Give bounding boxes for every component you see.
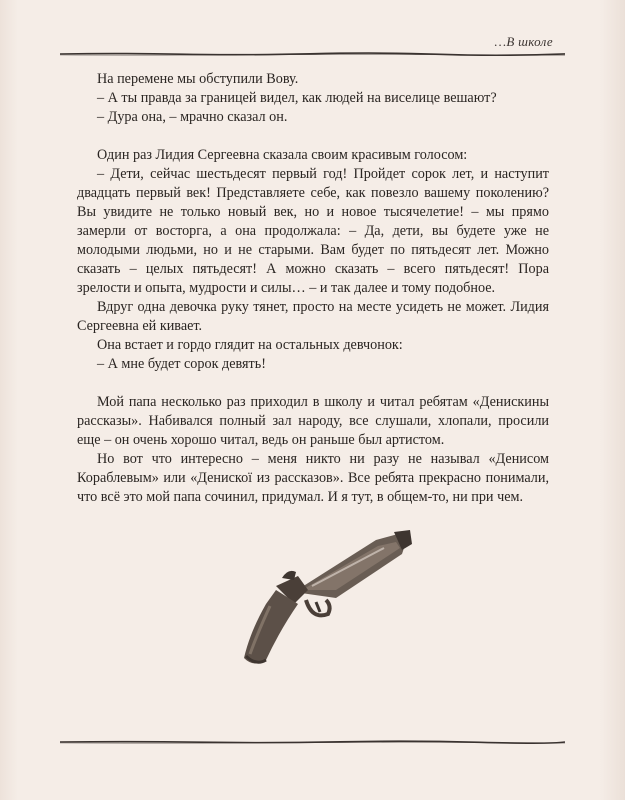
paragraph: Но вот что интересно – меня никто ни разу не называл «Денисом Кораблевым» или «Денискої из рассказов». Все ребята прекрасно понимали, что всё это мой папа сочинил, придумал. И я тут, в общем-то, ни при чем. [77,451,549,505]
running-header: …В школе [494,34,553,49]
paragraph: – Дура она, – мрачно сказал он. [97,109,288,125]
bottom-rule [60,740,565,744]
paragraph: Она встает и гордо глядит на остальных девчонок: [97,337,403,353]
body-text [77,70,549,507]
top-rule [60,52,565,56]
paragraph: – А мне будет сорок девять! [97,356,266,372]
paragraph: – Дети, сейчас шестьдесят первый год! Пройдет сорок лет, и наступит двадцать первый век! Представляете себе, как повезло вашему поколению? Вы увидите не только новый век, но и новое тысячелетие! – мы прямо замерли от восторга, а она продолжала: – Да, дети, вы будете уже не молодыми людьми, но и не старыми. Вам будет по пятьдесят лет. Можно сказать – целых пятьдесят! А можно сказать – всего пятьдесят! Пора зрелости и опыта, мудрости и силы… – и так далее и тому подобное. [77,166,549,296]
paragraph: Вдруг одна девочка руку тянет, просто на месте усидеть не может. Лидия Сергеевна ей кивает. [77,299,549,334]
paragraph: На перемене мы обступили Вову. [97,71,299,87]
toy-pistol-icon [236,520,416,680]
paragraph: Мой папа несколько раз приходил в школу и читал ребятам «Денискины рассказы». Набивался полный зал народу, все слушали, хлопали, просили еще – он очень хорошо читал, ведь он раньше был артистом. [77,394,549,448]
paragraph: – А ты правда за границей видел, как людей на виселице вешают? [97,90,497,106]
paragraph: Один раз Лидия Сергеевна сказала своим красивым голосом: [97,147,468,163]
